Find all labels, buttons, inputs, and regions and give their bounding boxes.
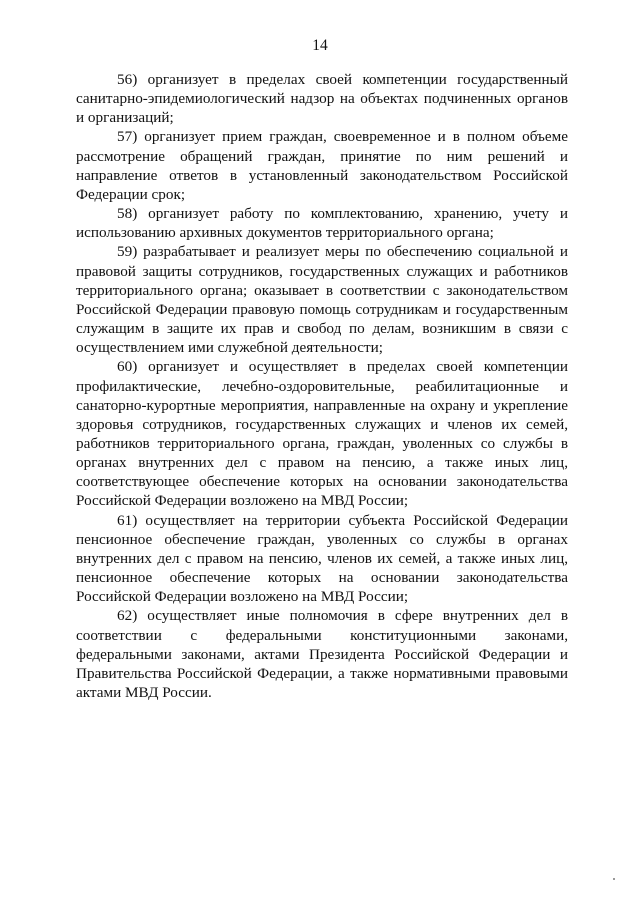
paragraph-item-60: 60) организует и осуществляет в пределах своей компетенции профилактические, лечебно-оздоровительные, реабилитационные и санаторно-курортные мероприятия, направленные на охрану и укрепление здоровья сотрудников, государственных служащих и членов их семей, работников территориального органа, граждан, уволенных со службы в органах внутренних дел с правом на пенсию, а также иных лиц, соответствующее обеспечение которых на основании законодательства Российской Федерации возложено на МВД России; — [76, 358, 568, 510]
paragraph-item-61: 61) осуществляет на территории субъекта Российской Федерации пенсионное обеспечение граждан, уволенных со службы в органах внутренних дел с правом на пенсию, членов их семей, а также иных лиц, пенсионное обеспечение которых на основании законодательства Российской Федерации возложено на МВД России; — [76, 511, 568, 606]
page-number: 14 — [312, 37, 328, 54]
paragraph-item-56: 56) организует в пределах своей компетенции государственный санитарно-эпидемиологический надзор на объектах подчиненных органов и организаций; — [76, 71, 568, 127]
scan-speck — [613, 878, 615, 880]
paragraph-item-59: 59) разрабатывает и реализует меры по обеспечению социальной и правовой защиты сотрудников, государственных служащих и работников территориального органа; оказывает в соответствии с законодательством Российской Федерации правовую помощь сотрудникам и государственным служащим в защите их прав и свобод по делам, возникшим в связи с осуществлением ими служебной деятельности; — [76, 243, 568, 357]
document-body — [76, 70, 568, 702]
paragraph-item-57: 57) организует прием граждан, своевременное и в полном объеме рассмотрение обращений граждан, принятие по ним решений и направление ответов в установленный законодательством Российской Федерации срок; — [76, 128, 568, 203]
paragraph-item-58: 58) организует работу по комплектованию, хранению, учету и использованию архивных документов территориального органа; — [76, 205, 568, 242]
paragraph-item-62: 62) осуществляет иные полномочия в сфере внутренних дел в соответствии с федеральными конституционными законами, федеральными законами, актами Президента Российской Федерации и Правительства Российской Федерации, а также нормативными правовыми актами МВД России. — [76, 607, 568, 701]
